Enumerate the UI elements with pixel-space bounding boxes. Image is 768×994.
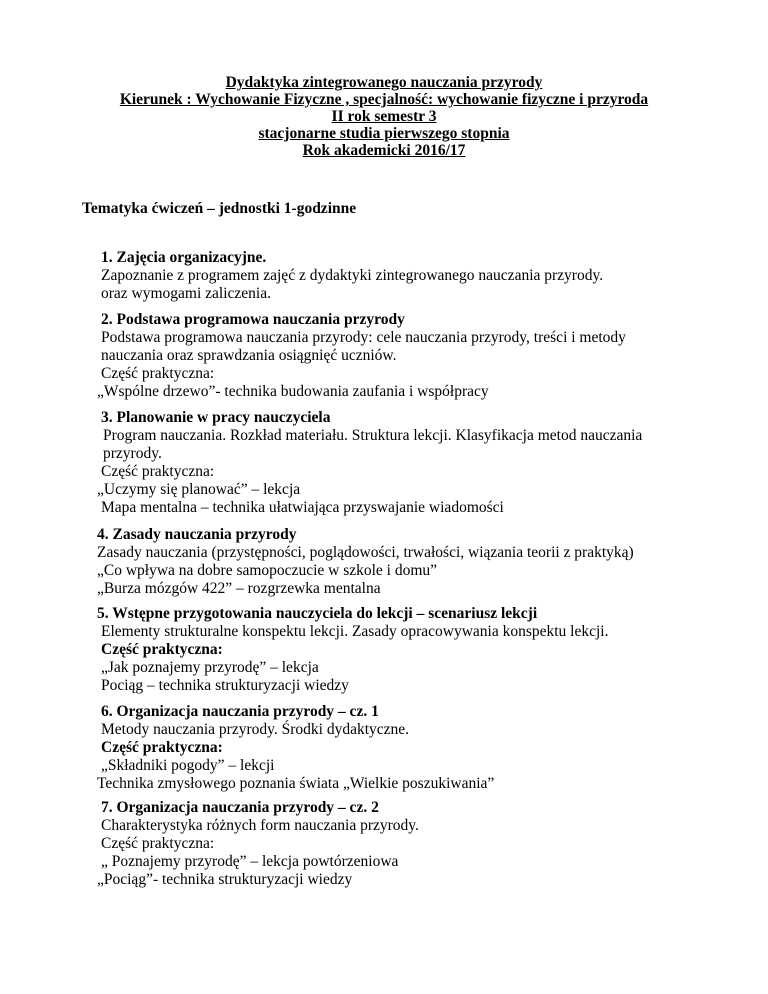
section-1	[0, 249, 768, 303]
section-line: „Pociąg”- technika strukturyzacji wiedzy	[97, 871, 353, 888]
academic-year: Rok akademicki 2016/17	[302, 142, 466, 159]
section-title: 1. Zajęcia organizacyjne.	[101, 249, 267, 266]
section-line: Metody nauczania przyrody. Środki dydaktyczne.	[101, 721, 410, 738]
section-line: Technika zmysłowego poznania świata „Wielkie poszukiwania”	[97, 775, 495, 792]
section-line: „Jak poznajemy przyrodę” – lekcja	[101, 659, 319, 676]
section-line: Część praktyczna:	[101, 739, 223, 756]
section-line: „Co wpływa na dobre samopoczucie w szkole i domu”	[97, 562, 438, 579]
section-line: „Uczymy się planować” – lekcja	[97, 481, 301, 498]
section-line: „Burza mózgów 422” – rozgrzewka mentalna	[97, 580, 381, 597]
section-line: Część praktyczna:	[101, 365, 215, 382]
section-line: Charakterystyka różnych form nauczania przyrody.	[101, 817, 419, 834]
section-line: przyrody.	[103, 445, 162, 462]
section-line: „Składniki pogody” – lekcji	[101, 757, 275, 774]
section-line: Program nauczania. Rozkład materiału. Struktura lekcji. Klasyfikacja metod nauczania	[103, 427, 643, 444]
section-4	[0, 526, 768, 598]
section-line: Podstawa programowa nauczania przyrody: cele nauczania przyrody, treści i metody	[101, 329, 626, 346]
section-line: Mapa mentalna – technika ułatwiająca przyswajanie wiadomości	[101, 499, 504, 516]
section-2	[0, 311, 768, 401]
section-7	[0, 799, 768, 889]
section-title: 4. Zasady nauczania przyrody	[97, 526, 297, 543]
field-of-study: Kierunek : Wychowanie Fizyczne , specjalność: wychowanie fizyczne i przyroda	[119, 91, 649, 108]
section-line: Część praktyczna:	[101, 463, 215, 480]
section-line: Elementy strukturalne konspektu lekcji. Zasady opracowywania konspektu lekcji.	[101, 623, 609, 640]
section-line: „ Poznajemy przyrodę” – lekcja powtórzeniowa	[101, 853, 399, 870]
year-semester: II rok semestr 3	[331, 108, 437, 125]
section-title: 3. Planowanie w pracy nauczyciela	[101, 409, 331, 426]
section-line: Część praktyczna:	[101, 835, 215, 852]
section-line: nauczania oraz sprawdzania osiągnięć uczniów.	[101, 347, 397, 364]
section-line: Pociąg – technika strukturyzacji wiedzy	[101, 677, 349, 694]
section-line: Zasady nauczania (przystępności, poglądowości, trwałości, wiązania teorii z praktyką)	[97, 544, 634, 561]
section-title: 5. Wstępne przygotowania nauczyciela do lekcji – scenariusz lekcji	[97, 605, 538, 622]
section-title: 2. Podstawa programowa nauczania przyrody	[101, 311, 405, 328]
document-header	[0, 74, 768, 159]
section-5	[0, 605, 768, 695]
section-line: „Wspólne drzewo”- technika budowania zaufania i współpracy	[97, 383, 489, 400]
study-type: stacjonarne studia pierwszego stopnia	[258, 125, 510, 142]
section-6	[0, 703, 768, 793]
section-line: oraz wymogami zaliczenia.	[101, 285, 271, 302]
topic-heading: Tematyka ćwiczeń – jednostki 1-godzinne	[82, 200, 357, 217]
section-title: 6. Organizacja nauczania przyrody – cz. 1	[101, 703, 379, 720]
section-line: Zapoznanie z programem zajęć z dydaktyki zintegrowanego nauczania przyrody.	[101, 267, 604, 284]
section-3	[0, 409, 768, 517]
section-line: Część praktyczna:	[101, 641, 223, 658]
course-title: Dydaktyka zintegrowanego nauczania przyrody	[225, 74, 543, 91]
section-title: 7. Organizacja nauczania przyrody – cz. 2	[101, 799, 379, 816]
